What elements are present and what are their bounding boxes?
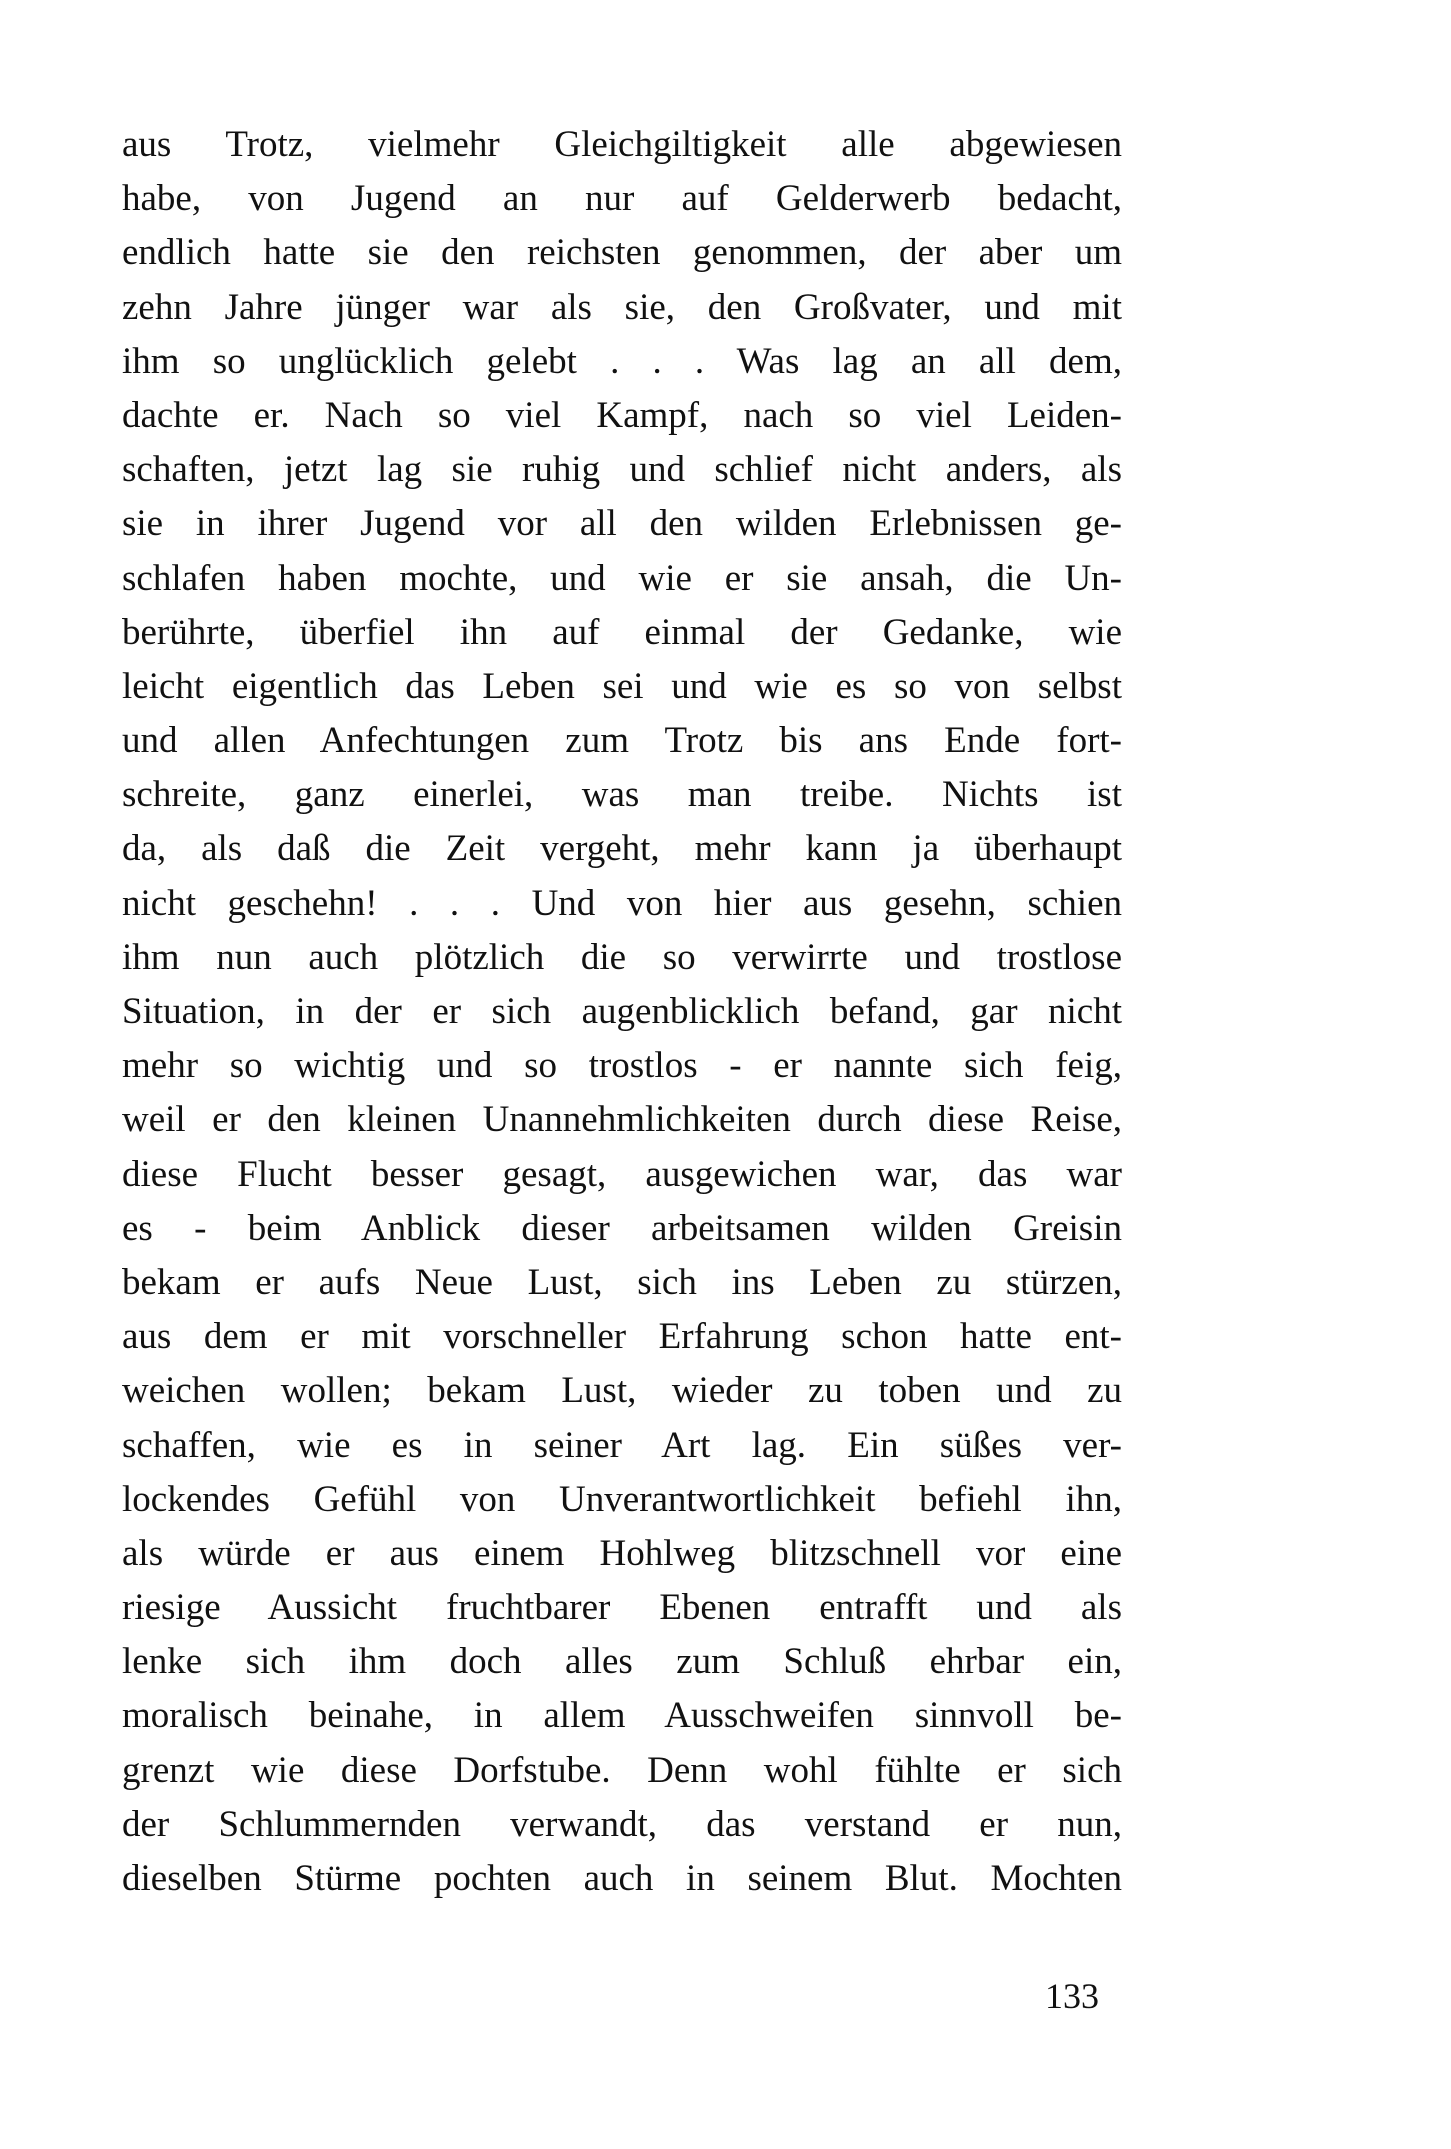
text-line: sie in ihrer Jugend vor all den wilden Erlebnissen ge- xyxy=(122,503,1122,545)
text-line: schaften, jetzt lag sie ruhig und schlief nicht anders, als xyxy=(122,449,1122,491)
text-line: der Schlummernden verwandt, das verstand er nun, xyxy=(122,1803,1122,1845)
text-line: als würde er aus einem Hohlweg blitzschnell vor eine xyxy=(122,1532,1122,1574)
text-line: berührte, überfiel ihn auf einmal der Gedanke, wie xyxy=(122,611,1122,653)
page-number: 133 xyxy=(1045,1976,1099,2016)
text-line: da, als daß die Zeit vergeht, mehr kann ja überhaupt xyxy=(122,828,1122,870)
text-line: zehn Jahre jünger war als sie, den Großvater, und mit xyxy=(122,286,1122,328)
text-line: grenzt wie diese Dorfstube. Denn wohl fühlte er sich xyxy=(122,1749,1122,1791)
text-line: und allen Anfechtungen zum Trotz bis ans Ende fort- xyxy=(122,720,1122,762)
text-line: ihm nun auch plötzlich die so verwirrte und trostlose xyxy=(122,936,1122,978)
text-line: schreite, ganz einerlei, was man treibe. Nichts ist xyxy=(122,774,1122,816)
text-line: lenke sich ihm doch alles zum Schluß ehrbar ein, xyxy=(122,1641,1122,1683)
text-line: dachte er. Nach so viel Kampf, nach so viel Leiden- xyxy=(122,394,1122,436)
text-line: ihm so unglücklich gelebt . . . Was lag an all dem, xyxy=(122,340,1122,382)
text-line: aus Trotz, vielmehr Gleichgiltigkeit alle abgewiesen xyxy=(122,124,1122,165)
text-line: weichen wollen; bekam Lust, wieder zu toben und zu xyxy=(122,1370,1122,1412)
text-line: bekam er aufs Neue Lust, sich ins Leben zu stürzen, xyxy=(122,1261,1122,1303)
body-text xyxy=(122,118,1122,1906)
text-line: aus dem er mit vorschneller Erfahrung schon hatte ent- xyxy=(122,1316,1122,1358)
text-line: nicht geschehn! . . . Und von hier aus gesehn, schien xyxy=(122,882,1122,924)
text-line: endlich hatte sie den reichsten genommen, der aber um xyxy=(122,232,1122,274)
text-line: leicht eigentlich das Leben sei und wie es so von selbst xyxy=(122,665,1122,707)
text-line: moralisch beinahe, in allem Ausschweifen sinnvoll be- xyxy=(122,1695,1122,1737)
text-line: lockendes Gefühl von Unverantwortlichkeit befiehl ihn, xyxy=(122,1478,1122,1520)
text-line: habe, von Jugend an nur auf Gelderwerb bedacht, xyxy=(122,178,1122,220)
text-line: Situation, in der er sich augenblicklich befand, gar nicht xyxy=(122,991,1122,1032)
text-line: es - beim Anblick dieser arbeitsamen wilden Greisin xyxy=(122,1207,1122,1249)
text-line: diese Flucht besser gesagt, ausgewichen war, das war xyxy=(122,1153,1122,1195)
text-line: dieselben Stürme pochten auch in seinem Blut. Mochten xyxy=(122,1858,1122,1899)
text-line: schlafen haben mochte, und wie er sie ansah, die Un- xyxy=(122,557,1122,599)
text-line: schaffen, wie es in seiner Art lag. Ein süßes ver- xyxy=(122,1424,1122,1466)
text-line: mehr so wichtig und so trostlos - er nannte sich feig, xyxy=(122,1045,1122,1087)
text-line: riesige Aussicht fruchtbarer Ebenen entrafft und als xyxy=(122,1587,1122,1629)
text-line: weil er den kleinen Unannehmlichkeiten durch diese Reise, xyxy=(122,1099,1122,1141)
